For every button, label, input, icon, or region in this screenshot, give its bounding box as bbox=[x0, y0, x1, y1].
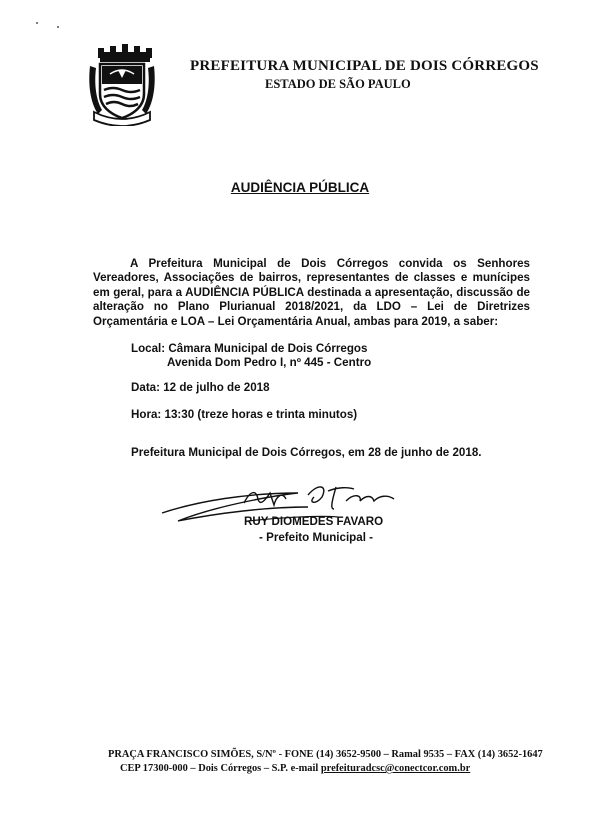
local-venue: Câmara Municipal de Dois Córregos bbox=[168, 342, 368, 355]
scan-speck bbox=[57, 26, 59, 28]
state-name: ESTADO DE SÃO PAULO bbox=[265, 77, 411, 91]
time-line bbox=[131, 408, 357, 421]
municipal-coat-of-arms-icon bbox=[88, 44, 156, 126]
footer-email-link[interactable]: prefeituradcsc@conectcor.com.br bbox=[320, 763, 471, 774]
closing-line: Prefeitura Municipal de Dois Córregos, em 28 de junho de 2018. bbox=[131, 446, 482, 459]
footer-contact bbox=[120, 763, 470, 774]
date-label: Data: bbox=[131, 381, 160, 394]
date-value: 12 de julho de 2018 bbox=[163, 381, 270, 394]
institution-name: PREFEITURA MUNICIPAL DE DOIS CÓRREGOS bbox=[190, 58, 539, 74]
signer-name: RUY DIOMEDES FAVARO bbox=[244, 515, 384, 528]
document-title: AUDIÊNCIA PÚBLICA bbox=[230, 180, 370, 195]
local-label: Local: bbox=[131, 342, 166, 355]
footer-cep: CEP 17300-000 – Dois Córregos – S.P. e-mail bbox=[120, 763, 321, 774]
time-value: 13:30 (treze horas e trinta minutos) bbox=[164, 408, 358, 421]
time-label: Hora: bbox=[131, 408, 162, 421]
date-line bbox=[131, 381, 270, 394]
invitation-paragraph: A Prefeitura Municipal de Dois Córregos convida os Senhores Vereadores, Associações de bairros, representantes de classes e munícipes em geral, para a AUDIÊNCIA PÚBLICA destinada a apresentação, discussão de alteração no Plano Plurianual 2018/2021, da LDO – Lei de Diretrizes Orçamentária e LOA – Lei Orçamentária Anual, ambas para 2019, a saber: bbox=[93, 257, 530, 328]
signer-role: - Prefeito Municipal - bbox=[259, 531, 374, 544]
local-line-1 bbox=[131, 342, 367, 355]
local-address: Avenida Dom Pedro I, nº 445 - Centro bbox=[167, 356, 372, 369]
scan-speck bbox=[36, 22, 38, 24]
footer-address: PRAÇA FRANCISCO SIMÕES, S/Nº - FONE (14) 3652-9500 – Ramal 9535 – FAX (14) 3652-1647 bbox=[108, 749, 543, 760]
